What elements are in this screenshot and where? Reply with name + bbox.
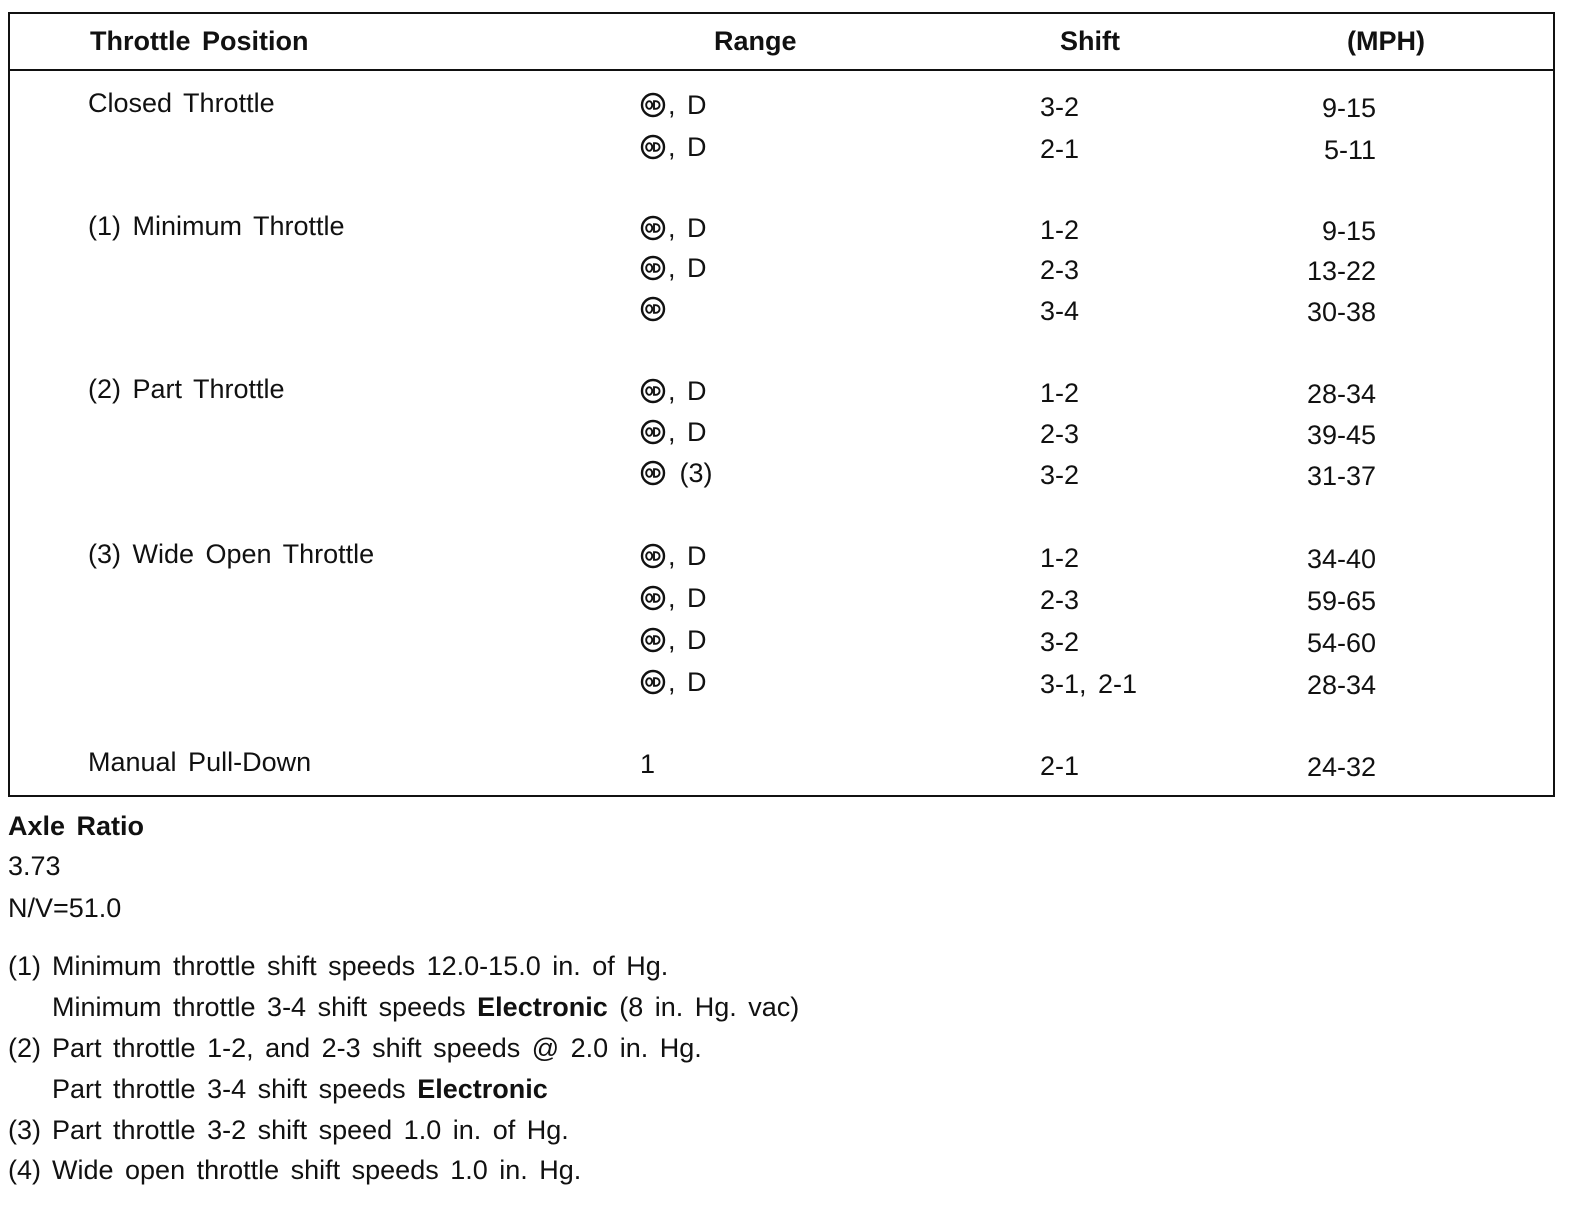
- overdrive-icon: [640, 296, 666, 322]
- mph-cell: 30-38: [1306, 297, 1376, 327]
- shift-cell: 1-2: [1040, 378, 1080, 408]
- header-range: Range: [714, 26, 797, 56]
- throttle-position-label: (3) Wide Open Throttle: [88, 539, 375, 569]
- shift-cell: 2-1: [1040, 751, 1080, 781]
- mph-cell: 59-65: [1306, 586, 1376, 616]
- shift-cell: 2-1: [1040, 134, 1080, 164]
- shift-cell: 3-1, 2-1: [1040, 669, 1138, 699]
- footnote-line: [0, 1069, 1584, 1110]
- axle-ratio-value: 3.73: [8, 851, 61, 881]
- mph-cell: 39-45: [1306, 420, 1376, 450]
- throttle-position-label: Closed Throttle: [88, 88, 275, 118]
- range-text: , D: [668, 376, 707, 406]
- range-cell: [640, 371, 707, 411]
- mph-cell: 31-37: [1306, 461, 1376, 491]
- footnote-line: Part throttle 3-2 shift speed 1.0 in. of Hg.: [52, 1115, 569, 1145]
- mph-cell: 9-15: [1321, 216, 1376, 246]
- table-row: [0, 412, 1584, 452]
- mph-cell: 28-34: [1306, 379, 1376, 409]
- table-row: [0, 662, 1584, 702]
- range-cell: [640, 536, 707, 576]
- table-row: [0, 248, 1584, 288]
- range-cell: [640, 208, 707, 248]
- throttle-position-label: (2) Part Throttle: [88, 374, 285, 404]
- throttle-position-label: (1) Minimum Throttle: [88, 211, 345, 241]
- header-shift: Shift: [1060, 26, 1120, 56]
- shift-cell: 3-2: [1040, 627, 1080, 657]
- footnote-marker: (1): [8, 951, 41, 981]
- axle-ratio-title: Axle Ratio: [8, 811, 145, 841]
- header-mph: (MPH): [1347, 26, 1425, 56]
- table-row: [0, 744, 1584, 784]
- footnote-text: (8 in. Hg. vac): [607, 992, 800, 1022]
- shift-cell: 3-2: [1040, 92, 1080, 122]
- footnote-line: Minimum throttle shift speeds 12.0-15.0 in. of Hg.: [52, 951, 669, 981]
- overdrive-icon: [640, 255, 666, 281]
- mph-cell: 54-60: [1306, 628, 1376, 658]
- footnote-marker: (3): [8, 1115, 41, 1145]
- range-cell: [640, 412, 707, 452]
- footnote: [0, 1110, 1584, 1151]
- overdrive-icon: [640, 92, 666, 118]
- range-text: , D: [668, 132, 707, 162]
- footnote-emphasis: Electronic: [417, 1074, 548, 1104]
- shift-cell: 2-3: [1040, 419, 1080, 449]
- overdrive-icon: [640, 134, 666, 160]
- range-text: 1: [640, 749, 656, 779]
- table-row: [0, 453, 1584, 493]
- shift-cell: 2-3: [1040, 255, 1080, 285]
- range-cell: [640, 744, 655, 784]
- header-throttle-position: Throttle Position: [90, 26, 309, 56]
- footnote-line: Part throttle 1-2, and 2-3 shift speeds @ 2.0 in. Hg.: [52, 1033, 702, 1063]
- table-row: [0, 85, 1584, 125]
- table-row: [0, 208, 1584, 248]
- throttle-position-label: Manual Pull-Down: [88, 747, 312, 777]
- shift-cell: 1-2: [1040, 543, 1080, 573]
- mph-cell: 13-22: [1306, 256, 1376, 286]
- overdrive-icon: [640, 215, 666, 241]
- mph-cell: 9-15: [1321, 93, 1376, 123]
- range-cell: [640, 620, 707, 660]
- mph-cell: 5-11: [1323, 135, 1376, 165]
- range-text: (3): [668, 458, 713, 488]
- footnote: [0, 1028, 1584, 1110]
- table-row: [0, 578, 1584, 618]
- overdrive-icon: [640, 419, 666, 445]
- range-text: , D: [668, 541, 707, 571]
- range-cell: [640, 85, 707, 125]
- footnote: [0, 1150, 1584, 1191]
- shift-cell: 2-3: [1040, 585, 1080, 615]
- table-row: [0, 371, 1584, 411]
- overdrive-icon: [640, 585, 666, 611]
- range-cell: [640, 248, 707, 288]
- range-cell: [640, 578, 707, 618]
- table-row: [0, 536, 1584, 576]
- mph-cell: 34-40: [1306, 544, 1376, 574]
- footnote: [0, 946, 1584, 1028]
- range-cell: [640, 127, 707, 167]
- range-cell: [640, 289, 668, 329]
- range-text: , D: [668, 417, 707, 447]
- range-cell: [640, 453, 713, 493]
- footnote-marker: (2): [8, 1033, 41, 1063]
- footnote-emphasis: Electronic: [477, 992, 608, 1022]
- overdrive-icon: [640, 543, 666, 569]
- overdrive-icon: [640, 627, 666, 653]
- footnote-marker: (4): [8, 1155, 41, 1185]
- range-text: , D: [668, 667, 707, 697]
- overdrive-icon: [640, 460, 666, 486]
- footnote-text: Part throttle 3-4 shift speeds: [52, 1074, 418, 1104]
- range-text: , D: [668, 625, 707, 655]
- shift-cell: 3-2: [1040, 460, 1080, 490]
- shift-cell: 1-2: [1040, 215, 1080, 245]
- table-row: [0, 127, 1584, 167]
- mph-cell: 28-34: [1306, 670, 1376, 700]
- range-text: , D: [668, 90, 707, 120]
- shift-cell: 3-4: [1040, 296, 1080, 326]
- table-row: [0, 289, 1584, 329]
- footnote-text: Minimum throttle 3-4 shift speeds: [52, 992, 478, 1022]
- range-cell: [640, 662, 707, 702]
- footnote-line: Wide open throttle shift speeds 1.0 in. Hg.: [52, 1155, 582, 1185]
- range-text: , D: [668, 253, 707, 283]
- range-text: , D: [668, 213, 707, 243]
- nv-ratio-value: N/V=51.0: [8, 893, 122, 923]
- range-text: , D: [668, 583, 707, 613]
- overdrive-icon: [640, 669, 666, 695]
- footnote-line: [0, 987, 1584, 1028]
- mph-cell: 24-32: [1306, 752, 1376, 782]
- table-row: [0, 620, 1584, 660]
- overdrive-icon: [640, 378, 666, 404]
